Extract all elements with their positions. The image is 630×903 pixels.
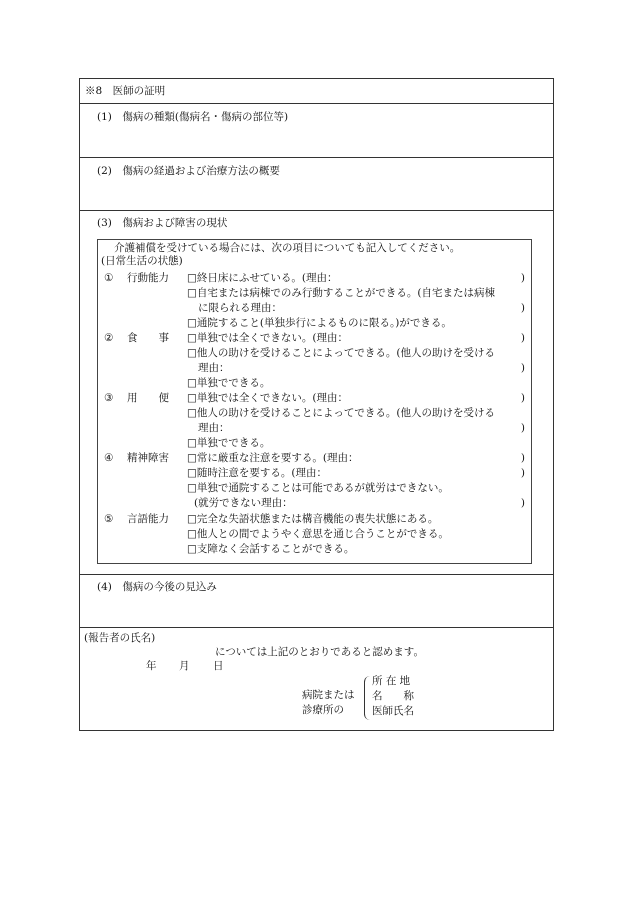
item-2-number: ② bbox=[104, 332, 114, 344]
item-4-option-3[interactable]: □単独で通院することは可能であるが就労はできない。 bbox=[187, 482, 449, 494]
brace-bracket bbox=[364, 676, 371, 720]
section-4-title: (4) 傷病の今後の見込み bbox=[97, 581, 217, 593]
item-2-option-1[interactable]: □単独では全くできない。(理由： bbox=[187, 332, 349, 344]
close-paren: ) bbox=[520, 497, 525, 509]
item-3-label: 用 便 bbox=[127, 392, 169, 404]
date-year-label: 年 bbox=[146, 660, 157, 672]
item-1-label: 行動能力 bbox=[127, 272, 169, 284]
item-5-label: 言語能力 bbox=[127, 513, 169, 525]
item-3-option-2-cont: 理由： bbox=[198, 422, 230, 434]
care-intro: 介護補償を受けている場合には、次の項目についても記入してください。 bbox=[114, 242, 461, 254]
item-5-option-3[interactable]: □支障なく会話することができる。 bbox=[187, 543, 355, 555]
close-paren: ) bbox=[520, 452, 525, 464]
doctor-name-label: 医師氏名 bbox=[372, 705, 414, 717]
section-1-title: (1) 傷病の種類(傷病名・傷病の部位等) bbox=[97, 111, 289, 123]
item-5-option-1[interactable]: □完全な失語状態または構音機能の喪失状態にある。 bbox=[187, 513, 439, 525]
item-1-option-1[interactable]: □終日床にふせている。(理由： bbox=[187, 272, 338, 284]
date-day-label: 日 bbox=[213, 660, 224, 672]
item-2-option-2[interactable]: □他人の助けを受けることによってできる。(他人の助けを受ける bbox=[187, 347, 496, 359]
item-1-number: ① bbox=[104, 272, 114, 284]
section-1-injury-type bbox=[80, 103, 553, 157]
close-paren: ) bbox=[520, 392, 525, 404]
item-2-label: 食 事 bbox=[127, 332, 169, 344]
reporter-section bbox=[80, 627, 553, 730]
item-1-option-2[interactable]: □自宅または病棟でのみ行動することができる。(自宅または病棟 bbox=[187, 287, 496, 299]
item-1-option-3[interactable]: □通院すること(単独歩行によるものに限る。)ができる。 bbox=[187, 317, 452, 329]
item-3-number: ③ bbox=[104, 392, 114, 404]
form-header: ※8 医師の証明 bbox=[85, 85, 166, 97]
item-1-option-2-cont: に限られる理由： bbox=[198, 302, 282, 314]
item-3-option-3[interactable]: □単独でできる。 bbox=[187, 437, 271, 449]
address-label: 所 在 地 bbox=[372, 675, 411, 687]
close-paren: ) bbox=[520, 467, 525, 479]
daily-living-box bbox=[97, 239, 532, 564]
item-5-option-2[interactable]: □他人との間でようやく意思を通じ合うことができる。 bbox=[187, 528, 449, 540]
item-5-number: ⑤ bbox=[104, 513, 114, 525]
section-2-title: (2) 傷病の経過および治療方法の概要 bbox=[97, 165, 280, 177]
item-4-label: 精神障害 bbox=[127, 452, 169, 464]
close-paren: ) bbox=[520, 422, 525, 434]
header-row bbox=[80, 79, 553, 103]
close-paren: ) bbox=[520, 272, 525, 284]
item-2-option-2-cont: 理由： bbox=[198, 362, 230, 374]
name-label: 名 称 bbox=[372, 690, 414, 702]
daily-living-heading: (日常生活の状態) bbox=[101, 255, 183, 267]
item-2-option-3[interactable]: □単独でできる。 bbox=[187, 377, 271, 389]
institution-label-line-2: 診療所の bbox=[302, 704, 344, 716]
institution-label-line-1: 病院または bbox=[302, 689, 355, 701]
section-3-current-status bbox=[80, 210, 553, 574]
item-4-number: ④ bbox=[104, 452, 114, 464]
close-paren: ) bbox=[520, 362, 525, 374]
section-4-prognosis bbox=[80, 574, 553, 627]
reporter-name-label: (報告者の氏名) bbox=[84, 632, 156, 644]
item-3-option-2[interactable]: □他人の助けを受けることによってできる。(他人の助けを受ける bbox=[187, 407, 496, 419]
date-month-label: 月 bbox=[179, 660, 190, 672]
item-4-option-3-cont: (就労できない理由： bbox=[194, 497, 293, 509]
close-paren: ) bbox=[520, 332, 525, 344]
section-3-title: (3) 傷病および障害の現状 bbox=[97, 217, 228, 229]
certification-statement: については上記のとおりであると認めます。 bbox=[215, 646, 424, 658]
doctor-certificate-form bbox=[79, 78, 554, 731]
item-4-option-2[interactable]: □随時注意を要する。(理由： bbox=[187, 467, 328, 479]
item-3-option-1[interactable]: □単独では全くできない。(理由： bbox=[187, 392, 349, 404]
section-2-course-treatment bbox=[80, 157, 553, 210]
item-4-option-1[interactable]: □常に厳重な注意を要する。(理由： bbox=[187, 452, 359, 464]
close-paren: ) bbox=[520, 302, 525, 314]
